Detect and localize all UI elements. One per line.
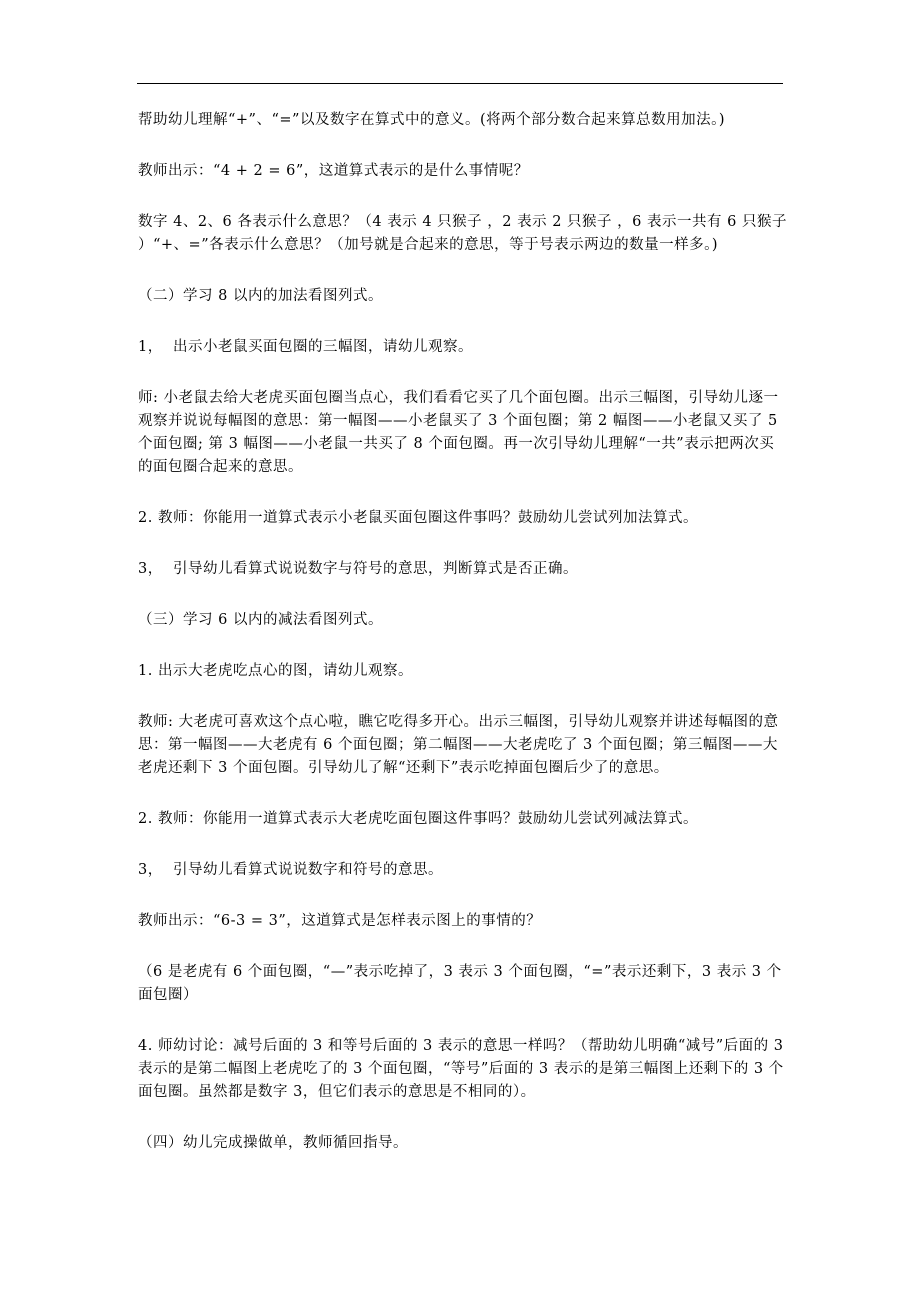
paragraph-teacher-shows-addition: 教师出示：“4 + 2 = 6”，这道算式表示的是什么事情呢？ <box>138 163 529 179</box>
header-rule <box>137 83 783 84</box>
paragraph-step-1-mouse: 1， 出示小老鼠买面包圈的三幅图，请幼儿观察。 <box>138 339 473 355</box>
paragraph-teacher-mouse-story: 师: 小老鼠去给大老虎买面包圈当点心，我们看看它买了几个面包圈。出示三幅图，引导幼儿逐一观察并说说每幅图的意思：第一幅图——小老鼠买了 3 个面包圈；第 2 幅图——小老鼠又买了 5 个面包圈; 第 3 幅图——小老鼠一共买了 8 个面包圈。再一次引导幼儿理解“一共”表示把两次买的面包圈合起来的意思。 <box>138 390 783 475</box>
section-heading-3: （三）学习 6 以内的减法看图列式。 <box>138 612 383 628</box>
paragraph-step-3-check: 3， 引导幼儿看算式说说数字与符号的意思，判断算式是否正确。 <box>138 561 578 577</box>
paragraph-number-meanings: 数字 4、2、6 各表示什么意思？（4 表示 4 只猴子 ，2 表示 2 只猴子 ，6 表示一共有 6 只猴子 ）“+、=”各表示什么意思？（加号就是合起来的意思，等于号表示两边的数量一样多。) <box>138 214 793 253</box>
paragraph-subtraction-explanation: （6 是老虎有 6 个面包圈，“—”表示吃掉了，3 表示 3 个面包圈，“=”表示还剩下，3 表示 3 个面包圈） <box>138 964 782 1003</box>
paragraph-step-2-addition: 2. 教师：你能用一道算式表示小老鼠买面包圈这件事吗？鼓励幼儿尝试列加法算式。 <box>138 510 698 526</box>
section-heading-2: （二）学习 8 以内的加法看图列式。 <box>138 288 383 304</box>
document-body <box>138 109 793 1183</box>
paragraph-teacher-tiger-story: 教师: 大老虎可喜欢这个点心啦，瞧它吃得多开心。出示三幅图，引导幼儿观察并讲述每幅图的意思：第一幅图——大老虎有 6 个面包圈；第二幅图——大老虎吃了 3 个面包圈；第三幅图——大老虎还剩下 3 个面包圈。引导幼儿了解“还剩下”表示吃掉面包圈后少了的意思。 <box>138 714 779 776</box>
paragraph-step-1-tiger: 1. 出示大老虎吃点心的图，请幼儿观察。 <box>138 663 413 679</box>
paragraph-intro-meaning: 帮助幼儿理解“+”、“=”以及数字在算式中的意义。(将两个部分数合起来算总数用加法。) <box>138 112 726 128</box>
paragraph-step-2-subtraction: 2. 教师：你能用一道算式表示大老虎吃面包圈这件事吗？鼓励幼儿尝试列减法算式。 <box>138 811 698 827</box>
section-heading-4: （四）幼儿完成操做单，教师循回指导。 <box>138 1135 408 1151</box>
paragraph-teacher-shows-subtraction: 教师出示：“6-3 = 3”，这道算式是怎样表示图上的事情的？ <box>138 913 542 929</box>
paragraph-step-3-symbols: 3， 引导幼儿看算式说说数字和符号的意思。 <box>138 862 443 878</box>
paragraph-step-4-discussion: 4. 师幼讨论：减号后面的 3 和等号后面的 3 表示的意思一样吗？（帮助幼儿明确“减号”后面的 3 表示的是第二幅图上老虎吃了的 3 个面包圈，“等号”后面的 3 表示的是第三幅图上还剩下的 3 个面包圈。虽然都是数字 3，但它们表示的意思是不相同的）。 <box>138 1038 789 1100</box>
